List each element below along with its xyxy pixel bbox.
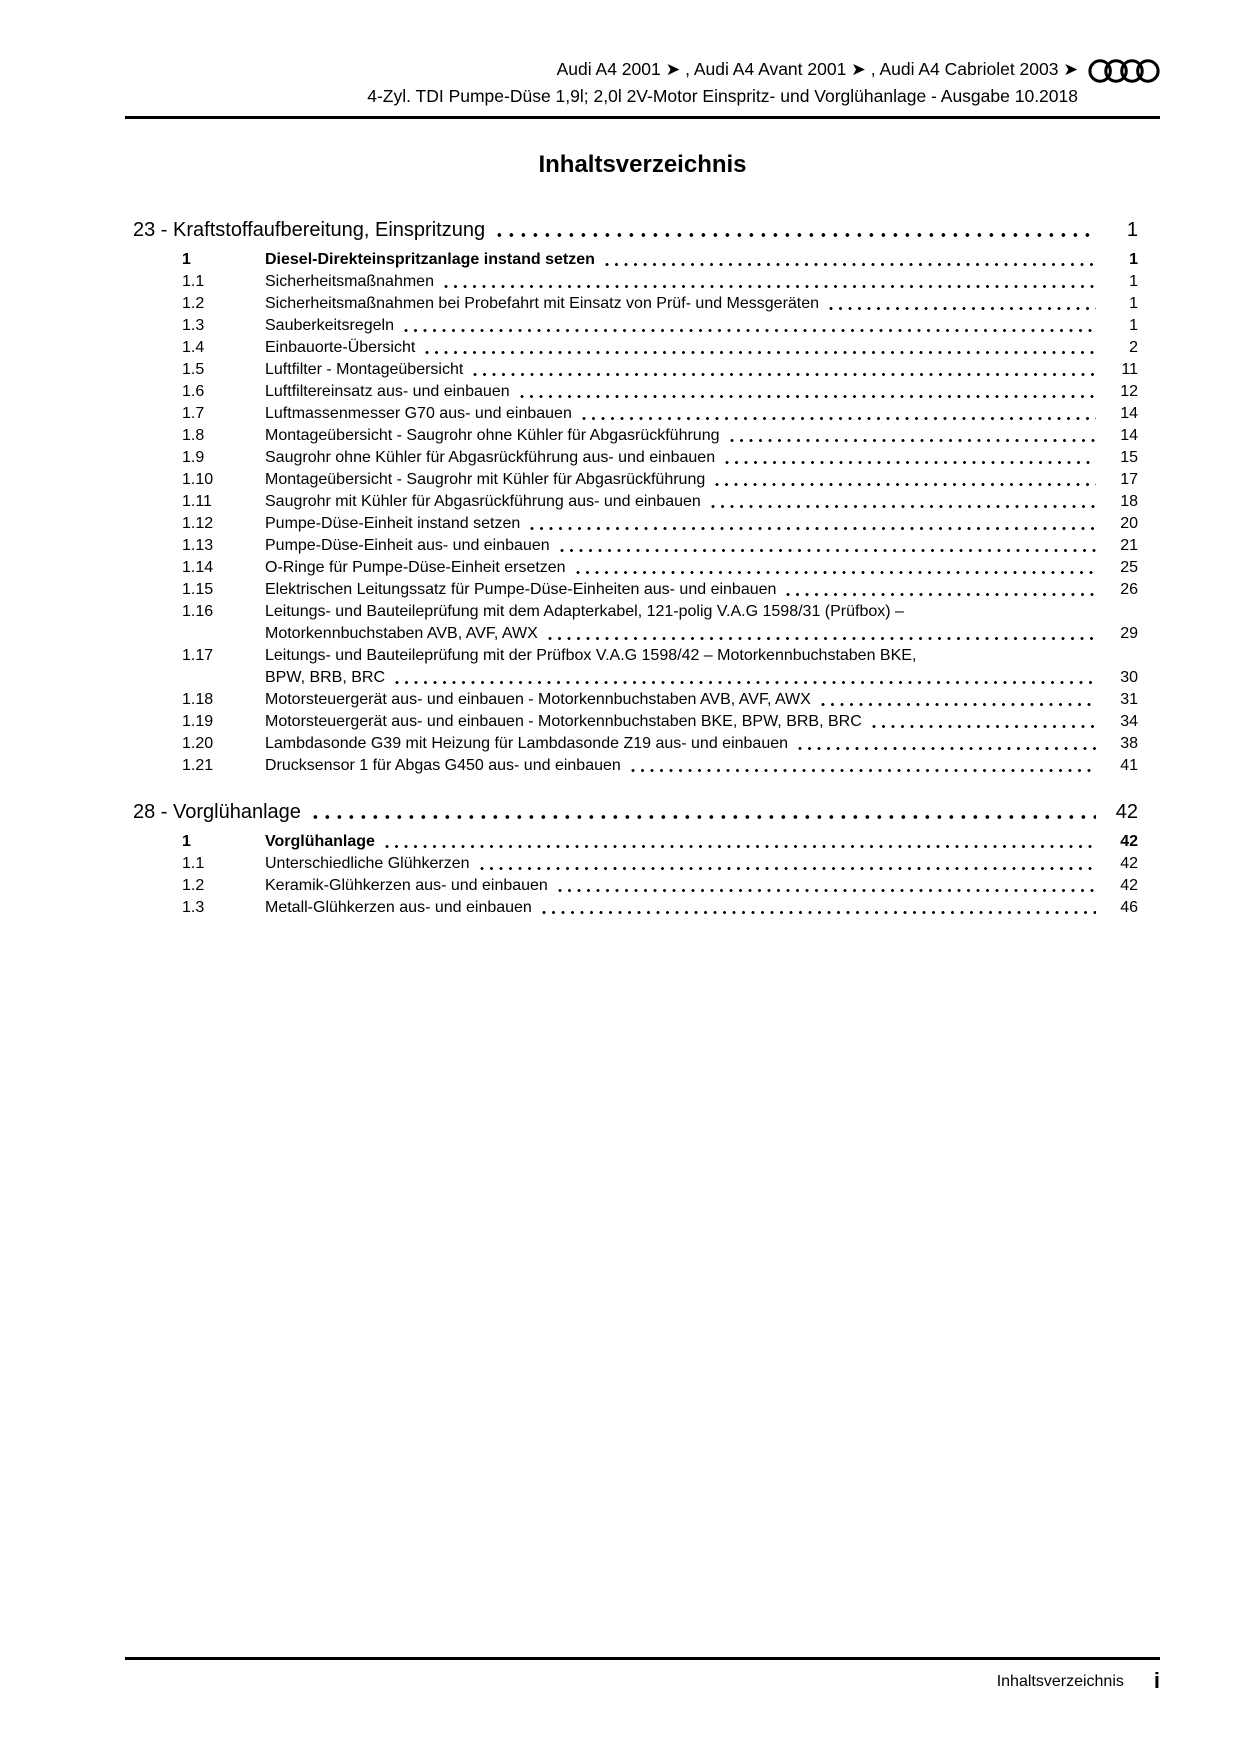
- leader-dots: [711, 504, 1096, 509]
- toc-entry: [125, 381, 1138, 403]
- entry-title: O-Ringe für Pumpe-Düse-Einheit ersetzen: [265, 559, 566, 576]
- leader-dots: [473, 372, 1096, 377]
- entry-number: 1.20: [182, 735, 214, 752]
- page-number: 29: [1120, 625, 1138, 642]
- page-number: 46: [1120, 899, 1138, 916]
- entry-title: Montageübersicht - Saugrohr mit Kühler für Abgasrückführung: [265, 471, 706, 488]
- header-rule: [125, 116, 1160, 119]
- toc-entry: [125, 875, 1138, 897]
- entry-number: 1.10: [182, 471, 214, 488]
- entry-number: 1.2: [182, 295, 205, 312]
- toc-entry-line: [125, 831, 1138, 853]
- toc-entry: [125, 359, 1138, 381]
- leader-dots: [829, 306, 1096, 311]
- leader-dots: [542, 910, 1096, 915]
- entry-number: 1.13: [182, 537, 214, 554]
- toc-entry: [125, 601, 1138, 645]
- toc-entry-line: [125, 469, 1138, 491]
- toc-entry-line: [125, 667, 1138, 689]
- entry-title: Leitungs- und Bauteileprüfung mit dem Adapterkabel, 121-polig V.A.G 1598/31 (Prüfbox) –: [265, 603, 904, 620]
- entry-title: Metall-Glühkerzen aus- und einbauen: [265, 899, 532, 916]
- leader-dots: [385, 844, 1096, 849]
- page-number: 41: [1120, 757, 1138, 774]
- entry-number: 1.17: [182, 647, 214, 664]
- entry-title: Sicherheitsmaßnahmen: [265, 273, 434, 290]
- entry-title: Motorsteuergerät aus- und einbauen - Motorkennbuchstaben BKE, BPW, BRB, BRC: [265, 713, 862, 730]
- toc-entry: [125, 469, 1138, 491]
- page-title: Inhaltsverzeichnis: [538, 151, 747, 178]
- leader-dots: [821, 702, 1096, 707]
- toc-section: [125, 217, 1138, 777]
- toc-entry-line: [125, 711, 1138, 733]
- entry-title: Leitungs- und Bauteileprüfung mit der Prüfbox V.A.G 1598/42 – Motorkennbuchstaben BKE,: [265, 647, 917, 664]
- leader-dots: [786, 592, 1096, 597]
- toc-entry: [125, 579, 1138, 601]
- toc-entry: [125, 897, 1138, 919]
- entry-title: Unterschiedliche Glühkerzen: [265, 855, 470, 872]
- toc-entry-line: [125, 447, 1138, 469]
- leader-dots: [558, 888, 1096, 893]
- toc-entry-line: [125, 359, 1138, 381]
- toc-entry: [125, 315, 1138, 337]
- entry-title: Luftmassenmesser G70 aus- und einbauen: [265, 405, 572, 422]
- leader-dots: [395, 680, 1096, 685]
- leader-dots: [798, 746, 1096, 751]
- page-number: 1: [1129, 273, 1138, 290]
- toc-entry-line: [125, 645, 1138, 667]
- page-number: 1: [1126, 219, 1138, 241]
- toc-entry: [125, 645, 1138, 689]
- entry-title: Vorglühanlage: [265, 833, 375, 850]
- toc-entry: [125, 447, 1138, 469]
- leader-dots: [444, 284, 1096, 289]
- entry-title: Montageübersicht - Saugrohr ohne Kühler für Abgasrückführung: [265, 427, 720, 444]
- toc-section-heading: [125, 799, 1138, 825]
- section-label: 28 - Vorglühanlage: [133, 801, 301, 823]
- page-number: 34: [1120, 713, 1138, 730]
- entry-title: Pumpe-Düse-Einheit aus- und einbauen: [265, 537, 550, 554]
- entry-number: 1.6: [182, 383, 205, 400]
- toc-entry: [125, 733, 1138, 755]
- header-model-line: Audi A4 2001 ➤ , Audi A4 Avant 2001 ➤ , Audi A4 Cabriolet 2003 ➤: [556, 59, 1078, 79]
- toc-entry-line: [125, 271, 1138, 293]
- page-number: 38: [1120, 735, 1138, 752]
- leader-dots: [576, 570, 1096, 575]
- entry-number: 1.3: [182, 317, 205, 334]
- toc-entry: [125, 403, 1138, 425]
- toc-entry-line: [125, 689, 1138, 711]
- leader-dots: [404, 328, 1096, 333]
- entry-number: 1.14: [182, 559, 214, 576]
- page-number: 1: [1129, 317, 1138, 334]
- page-header: [125, 0, 1160, 110]
- entry-number: 1: [182, 833, 191, 850]
- page-number: 11: [1121, 361, 1138, 378]
- audi-rings-icon: [1088, 57, 1160, 85]
- entry-number: 1.7: [182, 405, 205, 422]
- toc-entry: [125, 293, 1138, 315]
- leader-dots: [631, 768, 1096, 773]
- entry-title: Keramik-Glühkerzen aus- und einbauen: [265, 877, 548, 894]
- entry-number: 1.8: [182, 427, 205, 444]
- entry-title: Motorsteuergerät aus- und einbauen - Motorkennbuchstaben AVB, AVF, AWX: [265, 691, 811, 708]
- page-number: 12: [1120, 383, 1138, 400]
- entry-number: 1.1: [182, 273, 205, 290]
- toc-entry: [125, 689, 1138, 711]
- header-subtitle-line: 4-Zyl. TDI Pumpe-Düse 1,9l; 2,0l 2V-Motor Einspritz- und Vorglühanlage - Ausgabe 10.2018: [367, 86, 1078, 106]
- page-footer: [125, 1657, 1160, 1692]
- toc-entry: [125, 711, 1138, 733]
- toc-entry: [125, 491, 1138, 513]
- entry-number: 1.18: [182, 691, 214, 708]
- entry-title: Luftfiltereinsatz aus- und einbauen: [265, 383, 510, 400]
- page-number: 2: [1129, 339, 1138, 356]
- toc-entry-line: [125, 315, 1138, 337]
- toc-entry: [125, 853, 1138, 875]
- page-number: 15: [1120, 449, 1138, 466]
- page-number: 42: [1115, 801, 1138, 823]
- leader-dots: [480, 866, 1096, 871]
- toc-entry: [125, 271, 1138, 293]
- entry-number: 1.3: [182, 899, 205, 916]
- toc: [125, 217, 1138, 919]
- toc-entry-line: [125, 249, 1138, 271]
- leader-dots: [725, 460, 1096, 465]
- entry-number: 1.15: [182, 581, 214, 598]
- page-number: 20: [1120, 515, 1138, 532]
- entry-title: Drucksensor 1 für Abgas G450 aus- und einbauen: [265, 757, 621, 774]
- entry-title: Pumpe-Düse-Einheit instand setzen: [265, 515, 521, 532]
- entry-number: 1.11: [182, 493, 212, 510]
- page-number: 21: [1120, 537, 1138, 554]
- leader-dots: [548, 636, 1096, 641]
- toc-entry: [125, 535, 1138, 557]
- page-number: 14: [1120, 405, 1138, 422]
- page-number: 42: [1120, 877, 1138, 894]
- entry-number: 1.16: [182, 603, 214, 620]
- toc-entry-line: [125, 381, 1138, 403]
- entry-number: 1.19: [182, 713, 214, 730]
- leader-dots: [730, 438, 1097, 443]
- entry-number: 1.1: [182, 855, 205, 872]
- entry-title: Diesel-Direkteinspritzanlage instand setzen: [265, 251, 595, 268]
- entry-title: Elektrischen Leitungssatz für Pumpe-Düse-Einheiten aus- und einbauen: [265, 581, 777, 598]
- section-label: 23 - Kraftstoffaufbereitung, Einspritzung: [133, 219, 486, 241]
- entry-title: Lambdasonde G39 mit Heizung für Lambdasonde Z19 aus- und einbauen: [265, 735, 789, 752]
- toc-entry-line: [125, 491, 1138, 513]
- toc-entry: [125, 337, 1138, 359]
- page-number: 42: [1120, 855, 1138, 872]
- page-number: 42: [1120, 833, 1138, 850]
- toc-entry: [125, 831, 1138, 853]
- toc-entry-line: [125, 337, 1138, 359]
- toc-entry-line: [125, 425, 1138, 447]
- toc-entry-line: [125, 403, 1138, 425]
- toc-entry-line: [125, 853, 1138, 875]
- page-number: 17: [1120, 471, 1138, 488]
- leader-dots: [605, 262, 1096, 267]
- leader-dots: [425, 350, 1096, 355]
- toc-section-heading: [125, 217, 1138, 243]
- entry-title: Sauberkeitsregeln: [265, 317, 394, 334]
- toc-entry: [125, 513, 1138, 535]
- page-number: 26: [1120, 581, 1138, 598]
- entry-number: 1.9: [182, 449, 205, 466]
- toc-entry-line: [125, 557, 1138, 579]
- toc-entry: [125, 755, 1138, 777]
- page-number: 18: [1120, 493, 1138, 510]
- toc-entry: [125, 557, 1138, 579]
- leader-dots: [715, 482, 1096, 487]
- page-number: 1: [1129, 295, 1138, 312]
- leader-dots: [582, 416, 1096, 421]
- toc-entry-line: [125, 755, 1138, 777]
- entry-title: Saugrohr ohne Kühler für Abgasrückführung aus- und einbauen: [265, 449, 716, 466]
- toc-entry-line: [125, 535, 1138, 557]
- toc-entry-line: [125, 733, 1138, 755]
- page-number: 25: [1120, 559, 1138, 576]
- entry-title: Sicherheitsmaßnahmen bei Probefahrt mit Einsatz von Prüf- und Messgeräten: [265, 295, 820, 312]
- toc-entry: [125, 425, 1138, 447]
- toc-entry-line: [125, 579, 1138, 601]
- toc-entry-line: [125, 623, 1138, 645]
- entry-title: Saugrohr mit Kühler für Abgasrückführung aus- und einbauen: [265, 493, 701, 510]
- leader-dots: [560, 548, 1096, 553]
- toc-section: [125, 799, 1138, 919]
- entry-number: 1.5: [182, 361, 205, 378]
- leader-dots: [530, 526, 1096, 531]
- footer-label: Inhaltsverzeichnis: [996, 1673, 1124, 1690]
- page-number: 30: [1120, 669, 1138, 686]
- toc-entry: [125, 249, 1138, 271]
- leader-dots: [520, 394, 1096, 399]
- entry-title: Luftfilter - Montageübersicht: [265, 361, 464, 378]
- entry-number: 1: [182, 251, 191, 268]
- footer-page-number: i: [1153, 1668, 1160, 1693]
- entry-number: 1.4: [182, 339, 205, 356]
- leader-dots: [872, 724, 1096, 729]
- toc-entry-line: [125, 293, 1138, 315]
- toc-entry-line: [125, 875, 1138, 897]
- page-number: 31: [1120, 691, 1138, 708]
- entry-number: 1.2: [182, 877, 205, 894]
- entry-title: Motorkennbuchstaben AVB, AVF, AWX: [265, 625, 538, 642]
- entry-title: BPW, BRB, BRC: [265, 669, 386, 686]
- entry-number: 1.12: [182, 515, 214, 532]
- footer-rule: [125, 1657, 1160, 1660]
- toc-entry-line: [125, 897, 1138, 919]
- toc-entry-line: [125, 513, 1138, 535]
- leader-dots: [497, 232, 1096, 238]
- page-number: 1: [1129, 251, 1138, 268]
- page-number: 14: [1120, 427, 1138, 444]
- entry-number: 1.21: [182, 757, 214, 774]
- leader-dots: [313, 814, 1096, 820]
- toc-entry-line: [125, 601, 1138, 623]
- entry-title: Einbauorte-Übersicht: [265, 339, 416, 356]
